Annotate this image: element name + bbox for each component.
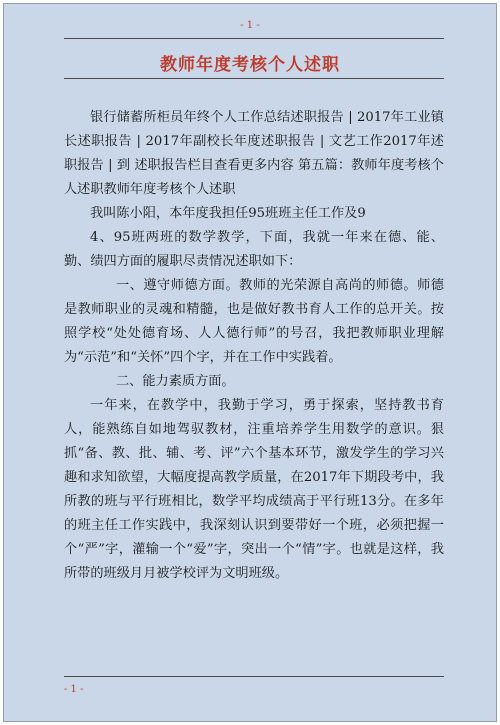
paragraph-ability-heading: 二、能力素质方面。	[116, 374, 235, 389]
document-body	[64, 106, 444, 586]
title-rule	[64, 78, 444, 79]
paragraph-ethics: 一、遵守师德方面。教师的光荣源自高尚的师德。师德是教师职业的灵魂和精髓，也是做好教书育人工作的总开关。按照学校“处处德育场、人人德行师”的号召，我把教师职业理解为“示范”和“关怀”四个字，并在工作中实践着。	[64, 278, 444, 365]
footer-page-number: - 1 -	[64, 684, 84, 695]
paragraph-intro-cont: 4、95班两班的数学教学，下面，我就一年来在德、能、勤、绩四方面的履职尽责情况述职如下：	[64, 230, 444, 269]
footer-rule	[64, 676, 444, 677]
paragraph-related-links: 银行储蓄所柜员年终个人工作总结述职报告 | 2017年工业镇长述职报告 | 2017年副校长年度述职报告 | 文艺工作2017年述职报告 | 到 述职报告栏目查看更多内容 第五篇：教师年度考核个人述职教师年度考核个人述职	[64, 110, 444, 197]
document-page	[3, 3, 497, 722]
document-title: 教师年度考核个人述职	[160, 55, 340, 75]
paragraph-ability: 一年来，在教学中，我勤于学习，勇于探索，坚持教书育人，能熟练自如地驾驭教材，注重培养学生用数学的意识。狠抓“备、教、批、辅、考、评”六个基本环节，激发学生的学习兴趣和求知欲望，大幅度提高教学质量，在2017年下期段考中，我所教的班与平行班相比，数学平均成绩高于平行班13分。在多年的班主任工作实践中，我深刻认识到要带好一个班，必须把握一个“严”字，灌输一个“爱”字，突出一个“情”字。也就是这样，我所带的班级月月被学校评为文明班级。	[64, 398, 444, 581]
paragraph-intro: 我叫陈小阳，本年度我担任95班班主任工作及9	[90, 206, 366, 221]
header-page-number: - 1 -	[240, 20, 260, 31]
header-rule	[64, 38, 444, 39]
